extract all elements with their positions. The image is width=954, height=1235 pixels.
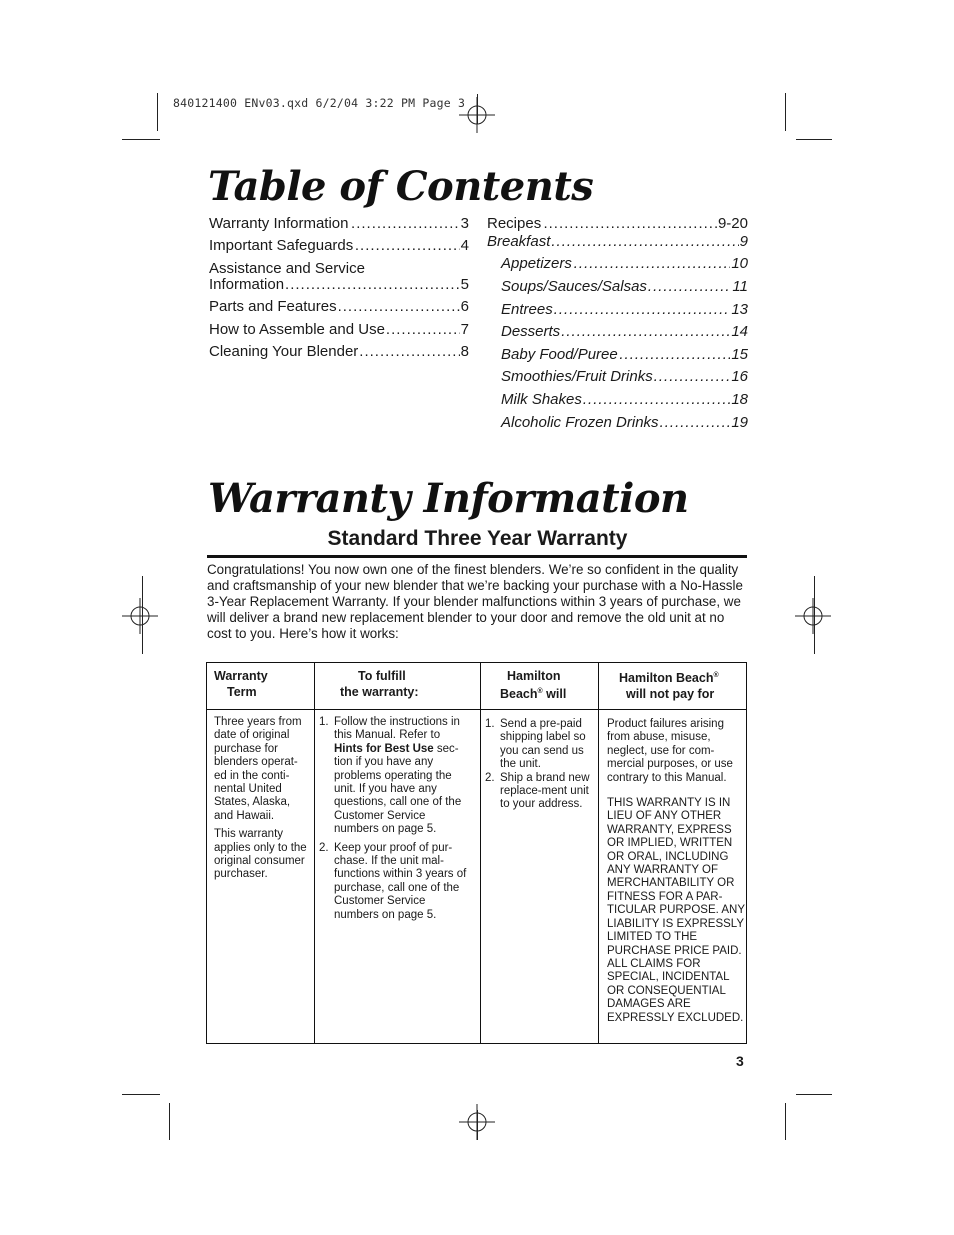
toc-item-label: How to Assemble and Use xyxy=(209,321,385,338)
toc-leader xyxy=(386,321,460,338)
toc-item-page: 3 xyxy=(460,215,469,232)
crop-mark xyxy=(814,576,815,654)
toc-item-label: Recipes xyxy=(487,215,542,232)
toc-leader xyxy=(351,215,460,232)
toc-leader xyxy=(654,368,731,385)
toc-item-label: Assistance and Service xyxy=(209,260,365,277)
hints-reference: Hints for Best Use xyxy=(334,742,434,755)
toc-item-page: 13 xyxy=(731,301,748,318)
toc-item-page: 18 xyxy=(731,391,748,408)
toc-title: Table of Contents xyxy=(208,163,594,210)
table-header-rule xyxy=(207,709,746,710)
toc-item[interactable] xyxy=(501,278,748,295)
crop-mark xyxy=(785,93,786,131)
toc-leader xyxy=(551,233,738,250)
crop-mark xyxy=(796,1094,832,1095)
toc-item[interactable] xyxy=(501,301,748,318)
toc-item-page: 4 xyxy=(460,237,469,254)
registration-mark-icon xyxy=(795,598,831,634)
header-hamilton-will: Hamilton Beach® will xyxy=(500,669,567,702)
crop-mark xyxy=(477,94,478,124)
list-item: 2. Ship a brand new replace-ment unit to your address. xyxy=(485,771,590,811)
toc-item[interactable] xyxy=(501,414,748,431)
toc-item-label: Warranty Information xyxy=(209,215,349,232)
toc-item-page: 11 xyxy=(732,278,748,295)
registration-mark-icon xyxy=(122,598,158,634)
list-item: 1. Send a pre-paid shipping label so you can send us the unit. xyxy=(485,718,586,771)
crop-mark xyxy=(122,1094,160,1095)
toc-leader xyxy=(359,343,459,360)
toc-leader xyxy=(355,237,460,254)
crop-mark xyxy=(169,1103,170,1140)
page-number: 3 xyxy=(736,1053,744,1069)
fulfill-cell xyxy=(319,716,469,922)
toc-item-label: Smoothies/Fruit Drinks xyxy=(501,368,653,385)
toc-item[interactable] xyxy=(501,255,748,272)
toc-item-label: Parts and Features xyxy=(209,298,337,315)
toc-item-page: 9-20 xyxy=(717,215,748,232)
table-column-rule xyxy=(480,663,481,1043)
toc-leader xyxy=(660,414,731,431)
toc-leader xyxy=(561,323,730,340)
toc-item[interactable] xyxy=(209,343,469,360)
toc-item-label: Information xyxy=(209,276,285,293)
toc-item[interactable] xyxy=(487,215,748,232)
toc-item-label: Milk Shakes xyxy=(501,391,582,408)
toc-item-label: Cleaning Your Blender xyxy=(209,343,359,360)
toc-item-page: 10 xyxy=(731,255,748,272)
toc-item[interactable] xyxy=(209,237,469,254)
table-column-rule xyxy=(314,663,315,1043)
toc-item-label: Baby Food/Puree xyxy=(501,346,618,363)
toc-item-label: Appetizers xyxy=(501,255,572,272)
toc-item-label: Soups/Sauces/Salsas xyxy=(501,278,647,295)
toc-item-label: Breakfast xyxy=(487,233,551,250)
toc-item[interactable] xyxy=(487,233,748,250)
toc-leader xyxy=(574,255,731,272)
toc-item[interactable] xyxy=(501,346,748,363)
toc-item-page: 19 xyxy=(731,414,748,431)
crop-mark xyxy=(796,139,832,140)
toc-leader xyxy=(619,346,730,363)
toc-item[interactable] xyxy=(501,323,748,340)
list-item: 2. Keep your proof of pur-chase. If the unit mal-functions within 3 years of purchase, call one of the Customer Service numbers on page 5. xyxy=(319,841,467,921)
toc-item-page: 7 xyxy=(460,321,469,338)
toc-item[interactable] xyxy=(501,391,748,408)
toc-item-page: 9 xyxy=(739,233,748,250)
toc-leader xyxy=(338,298,460,315)
toc-leader xyxy=(648,278,732,295)
crop-mark xyxy=(122,139,160,140)
toc-item-label: Entrees xyxy=(501,301,553,318)
toc-item[interactable] xyxy=(209,215,469,232)
will-cell xyxy=(485,718,597,812)
toc-item[interactable] xyxy=(209,321,469,338)
toc-leader xyxy=(543,215,717,232)
term-cell: Three years from date of original purchase for blenders operat-ed in the conti-nental United States, Alaska, and Hawaii. This warranty applies only to the original consumer purchaser. xyxy=(214,716,307,881)
toc-item-line1[interactable] xyxy=(209,260,469,277)
toc-item-page: 15 xyxy=(731,346,748,363)
toc-item[interactable] xyxy=(209,298,469,315)
header-to-fulfill: To fulfill the warranty: xyxy=(340,669,419,699)
table-column-rule xyxy=(598,663,599,1043)
header-will-not-pay: Hamilton Beach® will not pay for xyxy=(619,671,719,702)
toc-item-label: Desserts xyxy=(501,323,561,340)
crop-mark xyxy=(142,576,143,654)
will-not-pay-cell: Product failures arising from abuse, misuse, neglect, use for com-mercial purposes, or use contrary to this Manual. THIS WARRANTY IS IN LIEU OF ANY OTHER WARRANTY, EXPRESS OR IMPLIED, WRITTEN OR ORAL, INCLUDING ANY WARRANTY OF MERCHANTABILITY OR FITNESS FOR A PAR-TICULAR PURPOSE. ANY LIABILITY IS EXPRESSLY LIMITED TO THE PURCHASE PRICE PAID. ALL CLAIMS FOR SPECIAL, INCIDENTAL OR CONSEQUENTIAL DAMAGES ARE EXPRESSLY EXCLUDED. xyxy=(607,718,745,1024)
will-steps xyxy=(485,718,597,812)
toc-item-label: Important Safeguards xyxy=(209,237,354,254)
toc-leader xyxy=(554,301,731,318)
printer-slug: 840121400 ENv03.qxd 6/2/04 3:22 PM Page 3 xyxy=(173,96,466,110)
warranty-subtitle: Standard Three Year Warranty xyxy=(327,527,628,550)
header-warranty-term: Warranty Term xyxy=(214,669,268,699)
toc-item-page: 14 xyxy=(731,323,748,340)
section-divider xyxy=(207,555,747,558)
toc-item-page: 16 xyxy=(731,368,748,385)
crop-mark xyxy=(477,1110,478,1140)
warranty-intro: Congratulations! You now own one of the finest blenders. We’re so confident in the quality and craftsmanship of your new blender that we’re backing your purchase with a No-Hassle 3-Year Replacement Warranty. If your blender malfunctions within 3 years of purchase, we will deliver a brand new replacement blender to your door and remove the old unit at no cost to you. Here’s how it works: xyxy=(207,562,743,641)
toc-item-label: Alcoholic Frozen Drinks xyxy=(501,414,659,431)
fulfill-steps xyxy=(319,716,469,922)
toc-leader xyxy=(285,276,460,293)
crop-mark xyxy=(157,93,158,131)
crop-mark xyxy=(785,1103,786,1140)
toc-leader xyxy=(583,391,730,408)
warranty-title: Warranty Information xyxy=(208,475,689,522)
toc-item-page: 5 xyxy=(460,276,469,293)
warranty-table xyxy=(206,662,747,1044)
toc-item-page: 8 xyxy=(460,343,469,360)
toc-item[interactable] xyxy=(501,368,748,385)
toc-item-page: 6 xyxy=(460,298,469,315)
list-item: 1. Follow the instructions in this Manual. Refer to Hints for Best Use sec-tion if you have any problems operating the unit. If you have any questions, call one of the Customer Service numbers on page 5. xyxy=(319,716,462,836)
toc-item[interactable] xyxy=(209,276,469,293)
